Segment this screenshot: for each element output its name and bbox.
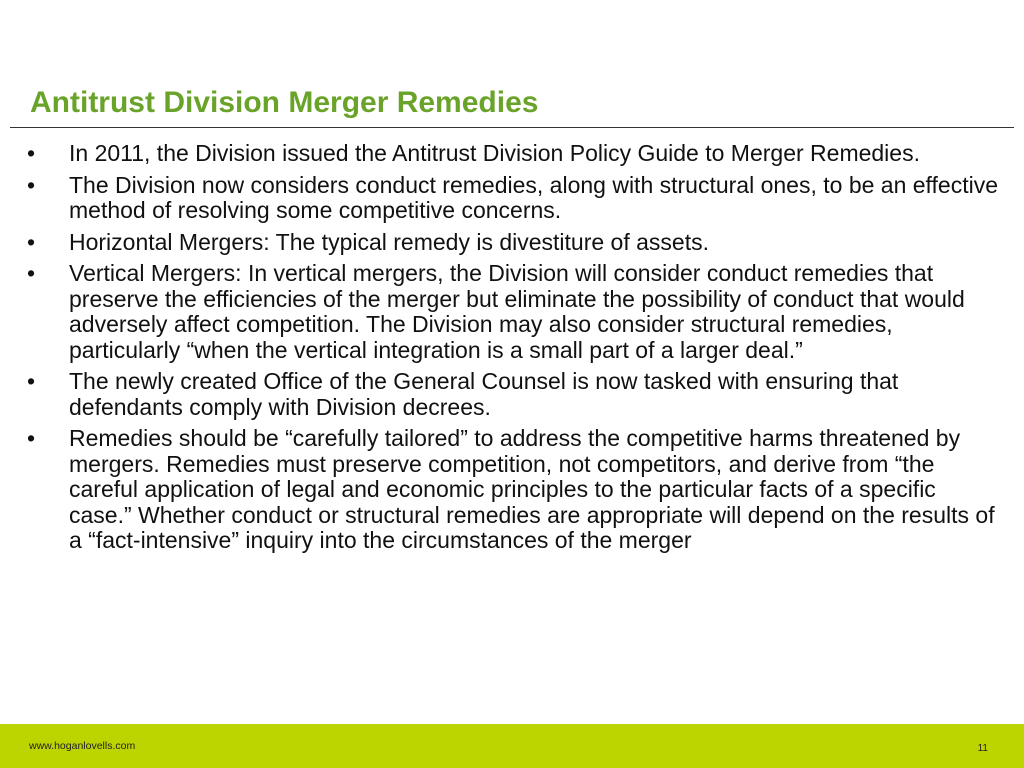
- bullet-marker: •: [27, 171, 36, 198]
- slide-title: Antitrust Division Merger Remedies: [30, 86, 539, 119]
- bullet-item: [27, 369, 1002, 420]
- footer-bar: [0, 724, 1024, 768]
- bullet-text: In 2011, the Division issued the Antitrust Division Policy Guide to Merger Remedies.: [69, 140, 920, 166]
- bullet-text: Vertical Mergers: In vertical mergers, the Division will consider conduct remedies that preserve the efficiencies of the merger but eliminate the possibility of conduct that would adversely affect competition. The Division may also consider structural remedies, particularly “when the vertical integration is a small part of a larger deal.”: [69, 260, 965, 363]
- title-divider: [10, 127, 1014, 128]
- bullet-marker: •: [27, 368, 36, 394]
- bullet-item: [27, 261, 1002, 363]
- footer-url-link[interactable]: www.hoganlovells.com: [29, 740, 136, 752]
- bullet-marker: •: [27, 140, 36, 166]
- bullet-item: [27, 141, 1002, 167]
- bullet-text: The Division now considers conduct remedies, along with structural ones, to be an effective method of resolving some competitive concerns.: [69, 171, 999, 223]
- bullet-item: [27, 173, 1002, 224]
- bullet-item: [27, 426, 1002, 554]
- bullet-marker: •: [27, 260, 36, 286]
- page-number: 11: [977, 743, 988, 754]
- bullet-text: The newly created Office of the General Counsel is now tasked with ensuring that defendants comply with Division decrees.: [69, 368, 899, 420]
- bullet-marker: •: [27, 425, 36, 451]
- bullet-marker: •: [27, 228, 36, 255]
- bullet-item: [27, 230, 1002, 256]
- bullet-text: Horizontal Mergers: The typical remedy is divestiture of assets.: [69, 228, 709, 255]
- bullet-text: Remedies should be “carefully tailored” to address the competitive harms threatened by mergers. Remedies must preserve competition, not competitors, and derive from “the careful application of legal and economic principles to the particular facts of a specific case.” Whether conduct or structural remedies are appropriate will depend on the results of a “fact-intensive” inquiry into the circumstances of the merger: [69, 425, 995, 553]
- bullet-list: [27, 141, 1002, 560]
